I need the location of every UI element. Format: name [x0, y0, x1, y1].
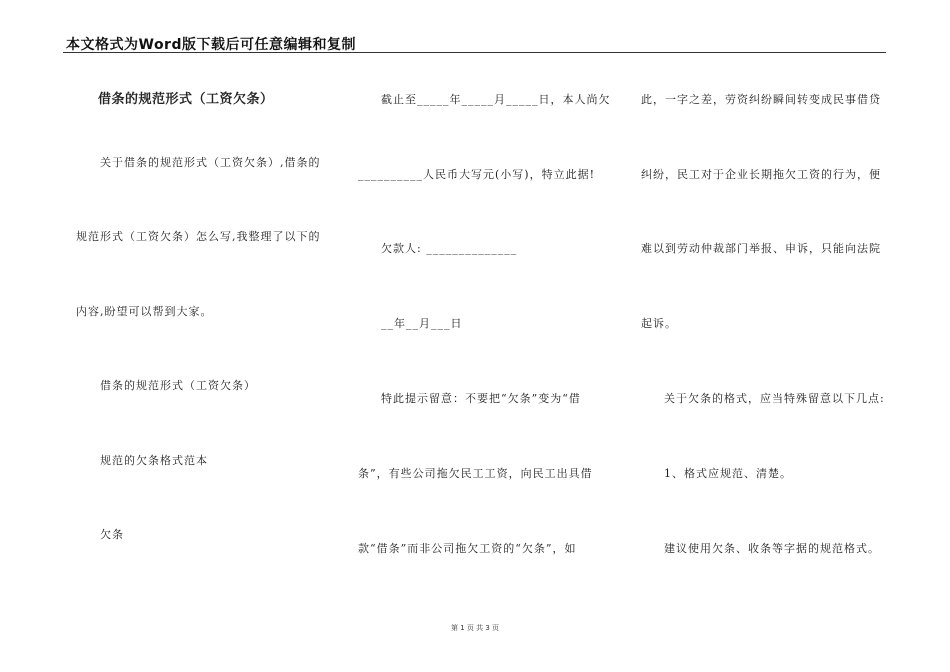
- paragraph-line: __________人民币大写元(小写)，特立此据!: [358, 168, 596, 181]
- header-divider: [63, 52, 886, 53]
- paragraph-line: 1、格式应规范、清楚。: [664, 467, 792, 480]
- paragraph-line: 起诉。: [641, 317, 677, 330]
- paragraph-line: 条”，有些公司拖欠民工工资，向民工出具借: [358, 467, 593, 480]
- paragraph-line: 欠款人: ______________: [381, 242, 518, 255]
- paragraph-line: 建议使用欠条、收条等字据的规范格式。: [664, 542, 880, 555]
- paragraph-line: 纠纷，民工对于企业长期拖欠工资的行为，便: [641, 168, 881, 181]
- page-number: 第 1 页 共 3 页: [450, 624, 500, 632]
- paragraph-line: 借条的规范形式（工资欠条）: [100, 379, 256, 392]
- document-banner: 本文格式为Word版下载后可任意编辑和复制: [66, 37, 356, 53]
- paragraph-line: 关于欠条的格式，应当特殊留意以下几点:: [664, 392, 885, 405]
- paragraph-line: 特此提示留意：不要把“欠条”变为“借: [381, 392, 581, 405]
- paragraph-line: 此，一字之差，劳资纠纷瞬间转变成民事借贷: [641, 93, 881, 106]
- paragraph-line: 难以到劳动仲裁部门举报、申诉，只能向法院: [641, 242, 881, 255]
- paragraph-line: 截止至_____年_____月_____日，本人尚欠: [381, 93, 611, 106]
- paragraph-line: 关于借条的规范形式（工资欠条）,借条的: [100, 156, 321, 169]
- paragraph-line: 款“借条”而非公司拖欠工资的“欠条”，如: [358, 542, 577, 555]
- paragraph-line: 规范形式（工资欠条）怎么写,我整理了以下的: [76, 230, 321, 243]
- paragraph-line: 内容,盼望可以帮到大家。: [76, 305, 213, 318]
- document-title: 借条的规范形式（工资欠条）: [98, 92, 274, 107]
- paragraph-line: 规范的欠条格式范本: [100, 454, 208, 467]
- paragraph-line: __年__月___日: [381, 317, 463, 330]
- paragraph-line: 欠条: [100, 528, 124, 541]
